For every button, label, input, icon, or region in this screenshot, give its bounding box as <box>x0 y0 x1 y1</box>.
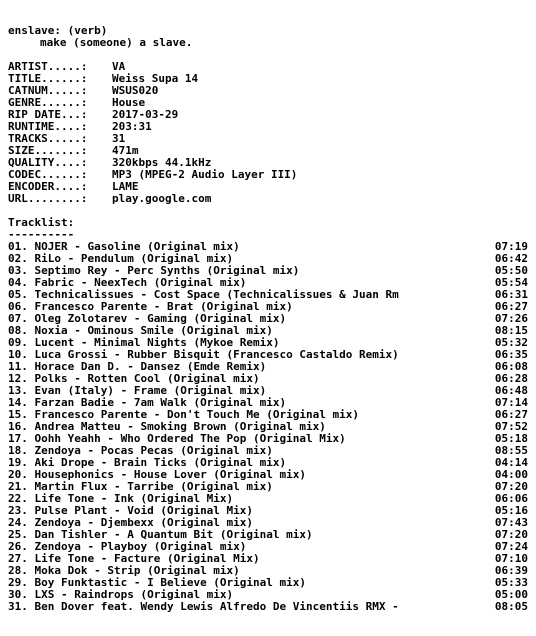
info-value: VA <box>112 61 126 73</box>
info-label: CODEC......: <box>8 169 88 181</box>
track-title: Ben Dover feat. Wendy Lewis Alfredo De Vincentiis RMX - <box>34 601 399 613</box>
info-row <box>8 85 528 97</box>
track-number: 12. <box>8 373 28 385</box>
track-title: Technicalissues - Cost Space (Technicalissues & Juan Rm <box>34 289 399 301</box>
info-row <box>8 73 528 85</box>
track-title: Francesco Parente - Brat (Original mix) <box>34 301 293 313</box>
release-info <box>8 61 528 205</box>
track-duration: 06:06 <box>494 493 528 505</box>
track-row <box>8 601 528 613</box>
track-duration: 06:28 <box>494 373 528 385</box>
track-number: 27. <box>8 553 28 565</box>
track-duration: 07:14 <box>494 397 528 409</box>
track-title: Dan Tishler - A Quantum Bit (Original mix) <box>34 529 313 541</box>
track-row <box>8 433 528 445</box>
track-title: Life Tone - Ink (Original Mix) <box>34 493 234 505</box>
track-row <box>8 361 528 373</box>
track-number: 13. <box>8 385 28 397</box>
track-duration: 06:27 <box>494 409 528 421</box>
track-duration: 06:42 <box>494 253 528 265</box>
track-row <box>8 553 528 565</box>
track-title: Oleg Zolotarev - Gaming (Original mix) <box>34 313 287 325</box>
track-row <box>8 265 528 277</box>
track-row <box>8 313 528 325</box>
track-number: 15. <box>8 409 28 421</box>
track-row <box>8 253 528 265</box>
info-value: LAME <box>112 181 139 193</box>
track-duration: 04:14 <box>494 457 528 469</box>
track-duration: 06:27 <box>494 301 528 313</box>
track-title: Noxia - Ominous Smile (Original mix) <box>34 325 273 337</box>
track-row <box>8 289 528 301</box>
spacer <box>8 49 528 61</box>
info-value: WSUS020 <box>112 85 159 97</box>
info-label: RUNTIME....: <box>8 121 88 133</box>
track-row <box>8 385 528 397</box>
track-title: Zendoya - Pocas Pecas (Original mix) <box>34 445 273 457</box>
info-row <box>8 97 528 109</box>
track-title: Polks - Rotten Cool (Original mix) <box>34 373 260 385</box>
track-title: Farzan Badie - 7am Walk (Original mix) <box>34 397 287 409</box>
track-number: 17. <box>8 433 28 445</box>
tracklist-underline: ---------- <box>8 229 75 241</box>
track-row <box>8 505 528 517</box>
info-row <box>8 61 528 73</box>
track-number: 06. <box>8 301 28 313</box>
track-duration: 07:20 <box>494 481 528 493</box>
track-title: Zendoya - Djembexx (Original mix) <box>34 517 254 529</box>
track-row <box>8 421 528 433</box>
info-value: 320kbps 44.1kHz <box>112 157 212 169</box>
track-number: 21. <box>8 481 28 493</box>
track-number: 28. <box>8 565 28 577</box>
info-value: 203:31 <box>112 121 152 133</box>
track-number: 03. <box>8 265 28 277</box>
track-duration: 08:05 <box>494 601 528 613</box>
info-label: SIZE.......: <box>8 145 88 157</box>
track-duration: 07:19 <box>494 241 528 253</box>
definition-term: enslave: (verb) <box>8 25 108 37</box>
track-title: Aki Drope - Brain Ticks (Original mix) <box>34 457 287 469</box>
track-duration: 06:35 <box>494 349 528 361</box>
track-row <box>8 325 528 337</box>
track-title: Moka Dok - Strip (Original mix) <box>34 565 240 577</box>
track-title: Lucent - Minimal Nights (Mykoe Remix) <box>34 337 280 349</box>
info-row <box>8 109 528 121</box>
info-label: ARTIST.....: <box>8 61 88 73</box>
track-number: 14. <box>8 397 28 409</box>
track-duration: 05:33 <box>494 577 528 589</box>
track-duration: 08:55 <box>494 445 528 457</box>
track-title: NOJER - Gasoline (Original mix) <box>34 241 240 253</box>
info-label: GENRE......: <box>8 97 88 109</box>
track-duration: 04:00 <box>494 469 528 481</box>
track-duration: 07:10 <box>494 553 528 565</box>
track-row <box>8 541 528 553</box>
track-duration: 08:15 <box>494 325 528 337</box>
track-duration: 05:16 <box>494 505 528 517</box>
track-title: Pulse Plant - Void (Original Mix) <box>34 505 254 517</box>
track-title: Francesco Parente - Don't Touch Me (Original mix) <box>34 409 360 421</box>
info-label: CATNUM.....: <box>8 85 88 97</box>
track-row <box>8 529 528 541</box>
track-number: 29. <box>8 577 28 589</box>
track-row <box>8 493 528 505</box>
info-row <box>8 193 528 205</box>
info-row <box>8 157 528 169</box>
track-title: Evan (Italy) - Frame (Original mix) <box>34 385 267 397</box>
track-title: Andrea Matteu - Smoking Brown (Original mix) <box>34 421 326 433</box>
info-value: 31 <box>112 133 126 145</box>
track-title: Life Tone - Facture (Original Mix) <box>34 553 260 565</box>
info-value: House <box>112 97 146 109</box>
track-row <box>8 349 528 361</box>
track-row <box>8 277 528 289</box>
info-label: QUALITY....: <box>8 157 88 169</box>
info-row <box>8 121 528 133</box>
track-number: 07. <box>8 313 28 325</box>
track-duration: 07:20 <box>494 529 528 541</box>
nfo-document <box>8 25 528 613</box>
track-duration: 06:31 <box>494 289 528 301</box>
track-row <box>8 241 528 253</box>
track-row <box>8 577 528 589</box>
info-row <box>8 145 528 157</box>
track-row <box>8 457 528 469</box>
tracklist-heading: Tracklist: <box>8 217 75 229</box>
track-number: 22. <box>8 493 28 505</box>
track-row <box>8 565 528 577</box>
track-number: 04. <box>8 277 28 289</box>
track-row <box>8 337 528 349</box>
track-number: 09. <box>8 337 28 349</box>
track-number: 18. <box>8 445 28 457</box>
track-number: 31. <box>8 601 28 613</box>
track-duration: 07:26 <box>494 313 528 325</box>
track-title: Housephonics - House Lover (Original mix) <box>34 469 307 481</box>
track-title: Boy Funktastic - I Believe (Original mix) <box>34 577 307 589</box>
track-row <box>8 397 528 409</box>
track-number: 20. <box>8 469 28 481</box>
track-number: 16. <box>8 421 28 433</box>
track-title: Septimo Rey - Perc Synths (Original mix) <box>34 265 300 277</box>
track-title: RiLo - Pendulum (Original mix) <box>34 253 234 265</box>
track-duration: 07:43 <box>494 517 528 529</box>
info-row <box>8 133 528 145</box>
info-value: Weiss Supa 14 <box>112 73 199 85</box>
track-duration: 07:24 <box>494 541 528 553</box>
info-label: RIP DATE...: <box>8 109 88 121</box>
track-row <box>8 469 528 481</box>
track-title: Horace Dan D. - Dansez (Emde Remix) <box>34 361 267 373</box>
info-row <box>8 181 528 193</box>
info-label: URL........: <box>8 193 88 205</box>
track-row <box>8 589 528 601</box>
track-number: 05. <box>8 289 28 301</box>
track-row <box>8 409 528 421</box>
track-number: 19. <box>8 457 28 469</box>
track-duration: 05:32 <box>494 337 528 349</box>
info-label: TITLE......: <box>8 73 88 85</box>
info-value: 2017-03-29 <box>112 109 179 121</box>
track-number: 23. <box>8 505 28 517</box>
track-number: 11. <box>8 361 28 373</box>
track-duration: 06:08 <box>494 361 528 373</box>
track-title: LXS - Raindrops (Original mix) <box>34 589 234 601</box>
definition-meaning: make (someone) a slave. <box>40 37 193 49</box>
track-duration: 07:52 <box>494 421 528 433</box>
track-duration: 06:39 <box>494 565 528 577</box>
info-label: ENCODER....: <box>8 181 88 193</box>
track-number: 26. <box>8 541 28 553</box>
track-title: Martin Flux - Tarribe (Original mix) <box>34 481 273 493</box>
track-number: 25. <box>8 529 28 541</box>
track-duration: 05:18 <box>494 433 528 445</box>
track-number: 08. <box>8 325 28 337</box>
track-duration: 05:50 <box>494 265 528 277</box>
track-title: Luca Grossi - Rubber Bisquit (Francesco Castaldo Remix) <box>34 349 399 361</box>
track-title: Oohh Yeahh - Who Ordered The Pop (Original Mix) <box>34 433 346 445</box>
info-value: MP3 (MPEG-2 Audio Layer III) <box>112 169 298 181</box>
track-duration: 05:00 <box>494 589 528 601</box>
track-title: Zendoya - Playboy (Original mix) <box>34 541 247 553</box>
track-number: 02. <box>8 253 28 265</box>
track-number: 10. <box>8 349 28 361</box>
info-value: play.google.com <box>112 193 212 205</box>
track-title: Fabric - NeexTech (Original mix) <box>34 277 247 289</box>
info-row <box>8 169 528 181</box>
track-row <box>8 517 528 529</box>
info-value: 471m <box>112 145 139 157</box>
track-number: 30. <box>8 589 28 601</box>
track-row <box>8 445 528 457</box>
track-duration: 06:48 <box>494 385 528 397</box>
track-duration: 05:54 <box>494 277 528 289</box>
track-row <box>8 481 528 493</box>
track-row <box>8 301 528 313</box>
track-number: 01. <box>8 241 28 253</box>
info-label: TRACKS.....: <box>8 133 88 145</box>
tracklist <box>8 241 528 613</box>
spacer <box>8 205 528 217</box>
track-row <box>8 373 528 385</box>
track-number: 24. <box>8 517 28 529</box>
